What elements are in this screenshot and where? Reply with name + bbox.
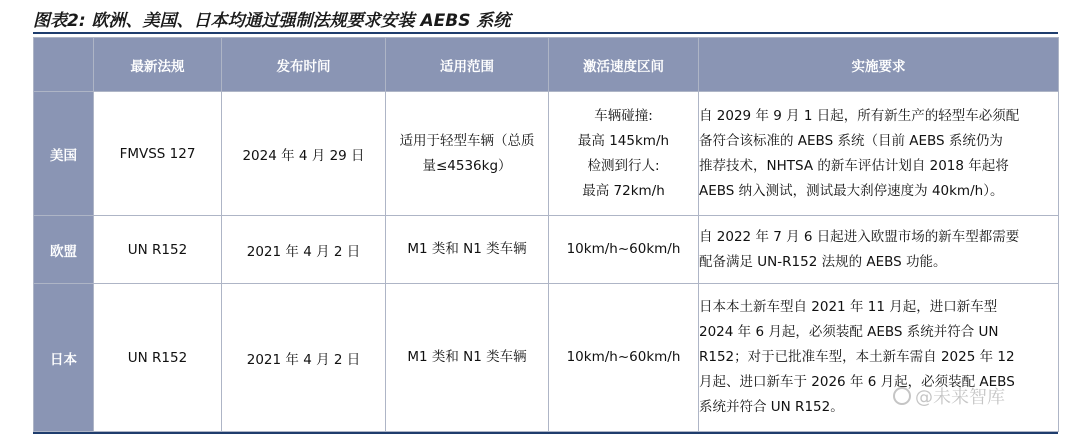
country-cell: 美国 bbox=[34, 92, 94, 216]
requirement-line: 月起、进口新车于 2026 年 6 月起，必须装配 AEBS bbox=[699, 374, 1015, 390]
scope-line: 适用于轻型车辆（总质 bbox=[399, 132, 535, 149]
date-cell: 2021 年 4 月 2 日 bbox=[222, 216, 386, 284]
regulation-cell: UN R152 bbox=[94, 284, 222, 432]
speed-cell bbox=[549, 216, 699, 284]
scope-line: M1 类和 N1 类车辆 bbox=[407, 241, 527, 257]
country-cell: 欧盟 bbox=[34, 216, 94, 284]
requirement-cell bbox=[699, 216, 1059, 284]
speed-cell bbox=[549, 92, 699, 216]
table-row bbox=[34, 92, 1059, 216]
requirement-line: 自 2022 年 7 月 6 日起进入欧盟市场的新车型都需要 bbox=[699, 228, 1020, 245]
date-cell: 2024 年 4 月 29 日 bbox=[222, 92, 386, 216]
requirement-line: 日本本土新车型自 2021 年 11 月起，进口新车型 bbox=[699, 299, 998, 315]
requirement-line: 备符合该标准的 AEBS 系统（目前 AEBS 系统仍为 bbox=[699, 132, 1003, 149]
scope-cell bbox=[386, 284, 549, 432]
requirement-line: 自 2029 年 9 月 1 日起，所有新生产的轻型车必须配 bbox=[699, 107, 1020, 124]
requirement-line: AEBS 纳入测试，测试最大刹停速度为 40km/h）。 bbox=[699, 182, 1004, 199]
speed-line: 10km/h~60km/h bbox=[566, 241, 681, 257]
requirement-line: 2024 年 6 月起，必须装配 AEBS 系统并符合 UN bbox=[699, 324, 999, 340]
header-requirement: 实施要求 bbox=[699, 38, 1059, 92]
table-row bbox=[34, 216, 1059, 284]
watermark-logo-icon bbox=[893, 387, 911, 405]
speed-line: 最高 72km/h bbox=[582, 182, 665, 199]
regulation-table bbox=[33, 37, 1059, 432]
requirement-line: 配备满足 UN-R152 法规的 AEBS 功能。 bbox=[699, 253, 947, 270]
header-corner bbox=[34, 38, 94, 92]
scope-cell bbox=[386, 216, 549, 284]
header-scope: 适用范围 bbox=[386, 38, 549, 92]
header-regulation: 最新法规 bbox=[94, 38, 222, 92]
watermark bbox=[893, 383, 1005, 409]
requirement-line: 推荐技术，NHTSA 的新车评估计划自 2018 年起将 bbox=[699, 157, 1009, 174]
regulation-cell: FMVSS 127 bbox=[94, 92, 222, 216]
title-divider bbox=[33, 32, 1058, 34]
header-speed: 激活速度区间 bbox=[549, 38, 699, 92]
speed-cell bbox=[549, 284, 699, 432]
requirement-line: 系统并符合 UN R152。 bbox=[699, 399, 844, 415]
requirement-cell bbox=[699, 284, 1059, 432]
speed-line: 最高 145km/h bbox=[577, 132, 670, 149]
requirement-cell bbox=[699, 92, 1059, 216]
requirement-line: R152；对于已批准车型，本土新车需自 2025 年 12 bbox=[699, 349, 1015, 365]
date-cell: 2021 年 4 月 2 日 bbox=[222, 284, 386, 432]
table-row bbox=[34, 284, 1059, 432]
scope-line: 量≤4536kg） bbox=[422, 157, 512, 174]
speed-line: 检测到行人: bbox=[587, 157, 660, 174]
regulation-cell: UN R152 bbox=[94, 216, 222, 284]
header-date: 发布时间 bbox=[222, 38, 386, 92]
scope-cell bbox=[386, 92, 549, 216]
country-cell: 日本 bbox=[34, 284, 94, 432]
speed-line: 车辆碰撞: bbox=[594, 107, 653, 124]
scope-line: M1 类和 N1 类车辆 bbox=[407, 349, 527, 365]
watermark-text: @未来智库 bbox=[915, 387, 1005, 408]
figure-title: 图表2: 欧洲、美国、日本均通过强制法规要求安装 AEBS 系统 bbox=[33, 11, 511, 31]
speed-line: 10km/h~60km/h bbox=[566, 349, 681, 365]
table-header-row bbox=[34, 38, 1059, 92]
bottom-divider bbox=[33, 432, 1058, 434]
